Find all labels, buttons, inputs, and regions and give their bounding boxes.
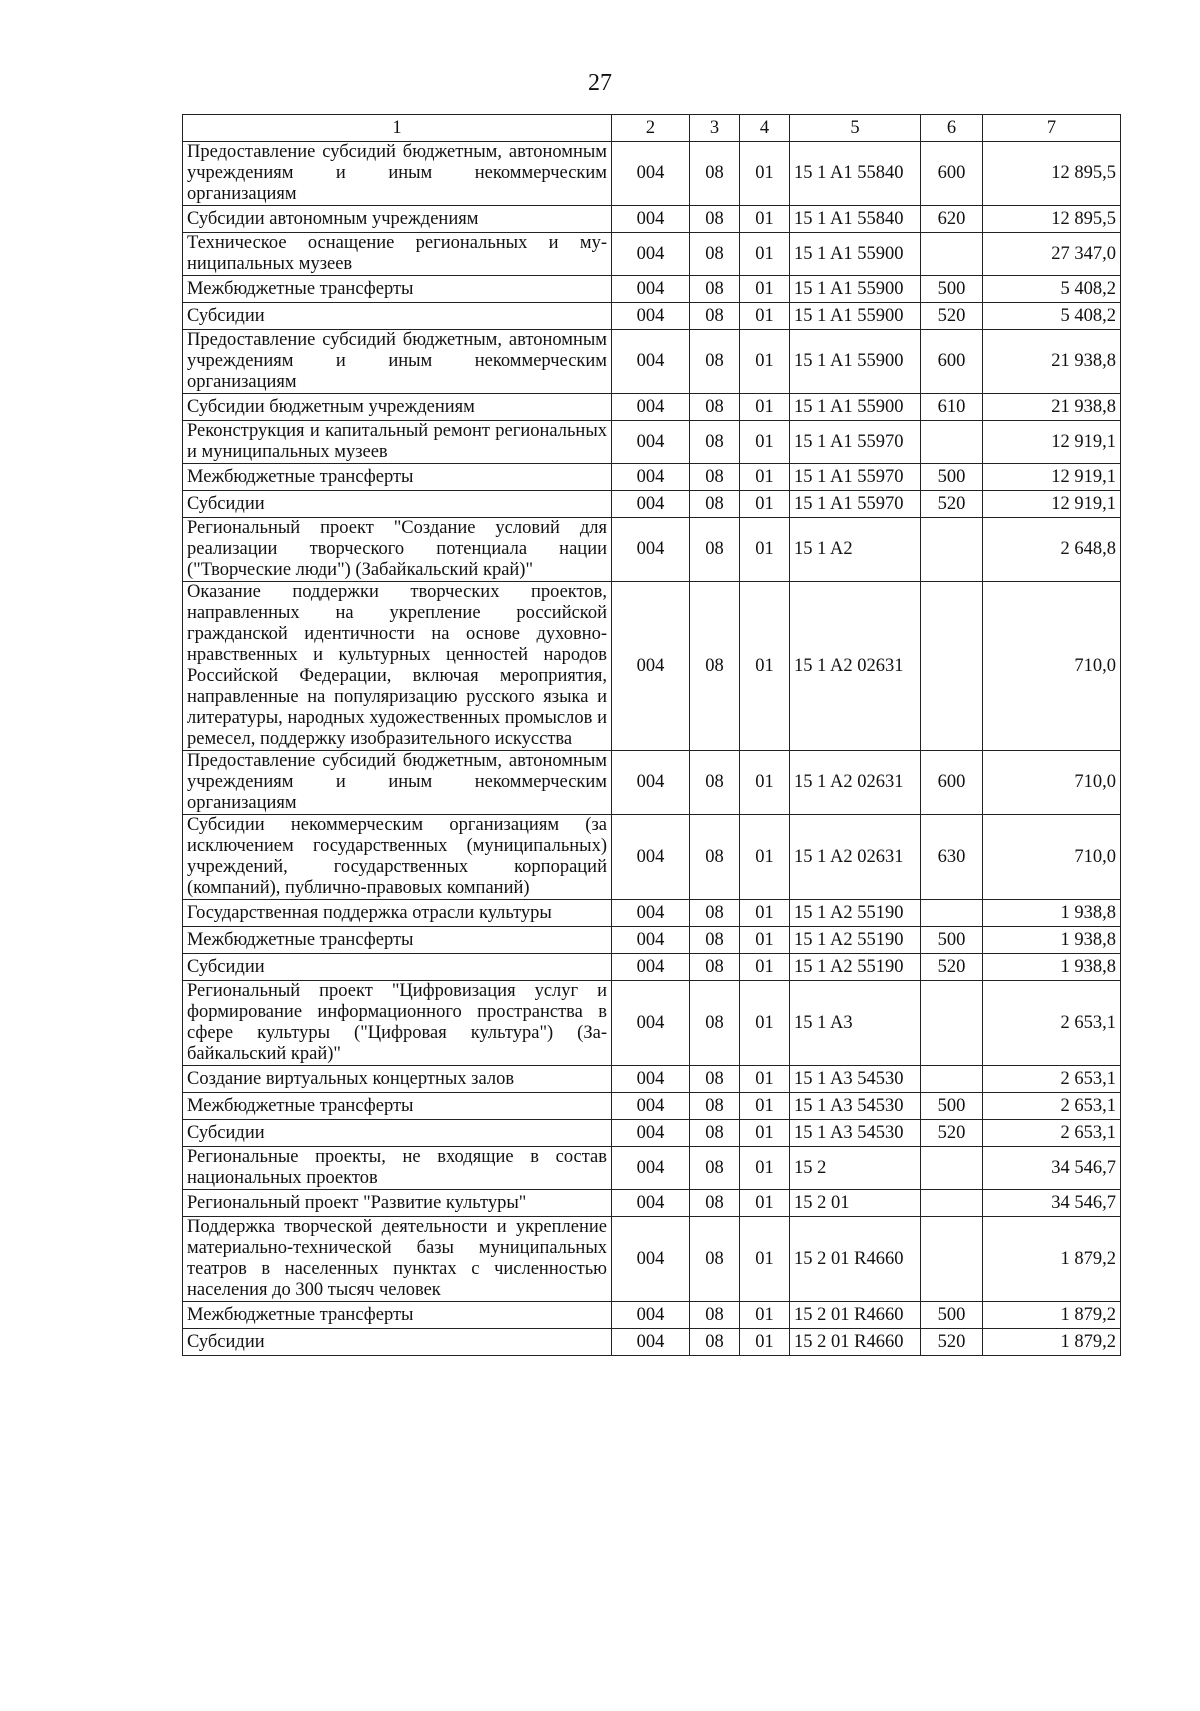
expense-type-cell: 520: [921, 303, 983, 330]
target-article-cell: 15 1 A3 54530: [790, 1120, 921, 1147]
row-name-cell: Межбюджетные трансферты: [183, 1093, 612, 1120]
table-row: [183, 1217, 1121, 1302]
amount-cell: 5 408,2: [983, 276, 1121, 303]
section-code-cell: 004: [612, 1217, 690, 1302]
row-name-cell: Реконструкция и капитальный ремонт региональных и муниципальных музеев: [183, 421, 612, 464]
section-code-cell: 004: [612, 815, 690, 900]
subsection-code-cell: 08: [690, 954, 740, 981]
subsection2-code-cell: 01: [740, 233, 790, 276]
expense-type-cell: [921, 582, 983, 751]
expense-type-cell: 600: [921, 330, 983, 394]
amount-cell: 12 919,1: [983, 464, 1121, 491]
row-name-cell: Субсидии: [183, 491, 612, 518]
target-article-cell: 15 1 A1 55970: [790, 491, 921, 518]
subsection-code-cell: 08: [690, 233, 740, 276]
row-name-cell: Предоставление субсидий бюджетным, автономным учреждениям и иным некоммерческим организациям: [183, 751, 612, 815]
expense-type-cell: [921, 1147, 983, 1190]
subsection2-code-cell: 01: [740, 1217, 790, 1302]
expense-type-cell: [921, 981, 983, 1066]
subsection2-code-cell: 01: [740, 981, 790, 1066]
table-row: [183, 927, 1121, 954]
amount-cell: 12 895,5: [983, 206, 1121, 233]
section-code-cell: 004: [612, 142, 690, 206]
amount-cell: 1 879,2: [983, 1217, 1121, 1302]
expense-type-cell: [921, 900, 983, 927]
target-article-cell: 15 1 A2 55190: [790, 954, 921, 981]
row-name-cell: Межбюджетные трансферты: [183, 464, 612, 491]
amount-cell: 2 653,1: [983, 1093, 1121, 1120]
target-article-cell: 15 2 01 R4660: [790, 1302, 921, 1329]
section-code-cell: 004: [612, 421, 690, 464]
target-article-cell: 15 1 A1 55900: [790, 394, 921, 421]
subsection2-code-cell: 01: [740, 518, 790, 582]
target-article-cell: 15 1 A1 55970: [790, 464, 921, 491]
subsection-code-cell: 08: [690, 518, 740, 582]
target-article-cell: 15 2 01: [790, 1190, 921, 1217]
section-code-cell: 004: [612, 582, 690, 751]
table-row: [183, 751, 1121, 815]
expense-type-cell: 630: [921, 815, 983, 900]
subsection-code-cell: 08: [690, 330, 740, 394]
table-row: [183, 491, 1121, 518]
row-name-cell: Поддержка творческой деятельности и укрепление материально-технической базы муниципальных театров в населенных пунктах с численностью населения до 300 тысяч человек: [183, 1217, 612, 1302]
target-article-cell: 15 2: [790, 1147, 921, 1190]
expense-type-cell: 600: [921, 142, 983, 206]
subsection-code-cell: 08: [690, 1302, 740, 1329]
row-name-cell: Межбюджетные трансферты: [183, 276, 612, 303]
target-article-cell: 15 1 A1 55900: [790, 330, 921, 394]
subsection-code-cell: 08: [690, 582, 740, 751]
subsection-code-cell: 08: [690, 276, 740, 303]
page-number: 27: [588, 70, 612, 96]
table-row: [183, 421, 1121, 464]
subsection2-code-cell: 01: [740, 276, 790, 303]
amount-cell: 710,0: [983, 751, 1121, 815]
row-name-cell: Межбюджетные трансферты: [183, 1302, 612, 1329]
section-code-cell: 004: [612, 1147, 690, 1190]
table-row: [183, 1093, 1121, 1120]
table-row: [183, 1302, 1121, 1329]
target-article-cell: 15 1 A2: [790, 518, 921, 582]
subsection2-code-cell: 01: [740, 330, 790, 394]
section-code-cell: 004: [612, 464, 690, 491]
target-article-cell: 15 1 A1 55900: [790, 303, 921, 330]
amount-cell: 1 879,2: [983, 1329, 1121, 1356]
subsection-code-cell: 08: [690, 815, 740, 900]
expense-type-cell: [921, 1190, 983, 1217]
row-name-cell: Создание виртуальных концертных залов: [183, 1066, 612, 1093]
subsection-code-cell: 08: [690, 900, 740, 927]
table-row: [183, 815, 1121, 900]
amount-cell: 2 653,1: [983, 1066, 1121, 1093]
amount-cell: 34 546,7: [983, 1190, 1121, 1217]
section-code-cell: 004: [612, 233, 690, 276]
section-code-cell: 004: [612, 954, 690, 981]
target-article-cell: 15 1 A2 02631: [790, 582, 921, 751]
subsection-code-cell: 08: [690, 464, 740, 491]
table-row: [183, 233, 1121, 276]
expense-type-cell: 500: [921, 1302, 983, 1329]
subsection-code-cell: 08: [690, 1217, 740, 1302]
row-name-cell: Субсидии: [183, 1329, 612, 1356]
amount-cell: 1 938,8: [983, 927, 1121, 954]
table-row: [183, 303, 1121, 330]
amount-cell: 5 408,2: [983, 303, 1121, 330]
subsection-code-cell: 08: [690, 303, 740, 330]
subsection2-code-cell: 01: [740, 582, 790, 751]
target-article-cell: 15 1 A3 54530: [790, 1093, 921, 1120]
expense-type-cell: 610: [921, 394, 983, 421]
row-name-cell: Субсидии: [183, 1120, 612, 1147]
target-article-cell: 15 1 A1 55900: [790, 276, 921, 303]
subsection-code-cell: 08: [690, 421, 740, 464]
table-row: [183, 1066, 1121, 1093]
subsection2-code-cell: 01: [740, 900, 790, 927]
section-code-cell: 004: [612, 276, 690, 303]
subsection2-code-cell: 01: [740, 1329, 790, 1356]
section-code-cell: 004: [612, 1190, 690, 1217]
expense-type-cell: [921, 518, 983, 582]
subsection2-code-cell: 01: [740, 491, 790, 518]
amount-cell: 2 648,8: [983, 518, 1121, 582]
target-article-cell: 15 1 A2 02631: [790, 815, 921, 900]
row-name-cell: Субсидии: [183, 303, 612, 330]
table-row: [183, 276, 1121, 303]
amount-cell: 21 938,8: [983, 394, 1121, 421]
table-row: [183, 1329, 1121, 1356]
subsection-code-cell: 08: [690, 1329, 740, 1356]
col-header-7: 7: [983, 115, 1121, 142]
col-header-3: 3: [690, 115, 740, 142]
table-row: [183, 464, 1121, 491]
subsection2-code-cell: 01: [740, 464, 790, 491]
target-article-cell: 15 1 A3: [790, 981, 921, 1066]
subsection-code-cell: 08: [690, 142, 740, 206]
target-article-cell: 15 1 A1 55840: [790, 206, 921, 233]
section-code-cell: 004: [612, 303, 690, 330]
expense-type-cell: 500: [921, 464, 983, 491]
section-code-cell: 004: [612, 751, 690, 815]
subsection2-code-cell: 01: [740, 927, 790, 954]
subsection-code-cell: 08: [690, 491, 740, 518]
section-code-cell: 004: [612, 330, 690, 394]
expense-type-cell: [921, 421, 983, 464]
col-header-6: 6: [921, 115, 983, 142]
expense-type-cell: 520: [921, 954, 983, 981]
target-article-cell: 15 2 01 R4660: [790, 1329, 921, 1356]
col-header-1: 1: [183, 115, 612, 142]
subsection-code-cell: 08: [690, 394, 740, 421]
expense-type-cell: 620: [921, 206, 983, 233]
section-code-cell: 004: [612, 1302, 690, 1329]
col-header-4: 4: [740, 115, 790, 142]
section-code-cell: 004: [612, 206, 690, 233]
subsection-code-cell: 08: [690, 1190, 740, 1217]
expense-type-cell: 500: [921, 1093, 983, 1120]
target-article-cell: 15 1 A2 02631: [790, 751, 921, 815]
subsection-code-cell: 08: [690, 1066, 740, 1093]
section-code-cell: 004: [612, 1329, 690, 1356]
subsection-code-cell: 08: [690, 927, 740, 954]
amount-cell: 21 938,8: [983, 330, 1121, 394]
amount-cell: 12 919,1: [983, 491, 1121, 518]
subsection-code-cell: 08: [690, 1120, 740, 1147]
amount-cell: 27 347,0: [983, 233, 1121, 276]
expense-type-cell: [921, 1066, 983, 1093]
table-row: [183, 582, 1121, 751]
table-row: [183, 518, 1121, 582]
amount-cell: 710,0: [983, 815, 1121, 900]
row-name-cell: Субсидии некоммерческим организациям (за исключением государственных (муниципальных) учреждений, государственных корпораций (компаний), публично-правовых компаний): [183, 815, 612, 900]
table-row: [183, 142, 1121, 206]
subsection2-code-cell: 01: [740, 954, 790, 981]
section-code-cell: 004: [612, 1120, 690, 1147]
amount-cell: 34 546,7: [983, 1147, 1121, 1190]
subsection2-code-cell: 01: [740, 1190, 790, 1217]
amount-cell: 1 938,8: [983, 954, 1121, 981]
table-row: [183, 206, 1121, 233]
expense-type-cell: [921, 233, 983, 276]
expense-type-cell: 500: [921, 927, 983, 954]
expense-type-cell: 600: [921, 751, 983, 815]
row-name-cell: Межбюджетные трансферты: [183, 927, 612, 954]
section-code-cell: 004: [612, 1066, 690, 1093]
row-name-cell: Предоставление субсидий бюджетным, автономным учреждениям и иным некоммерческим организациям: [183, 142, 612, 206]
expense-type-cell: [921, 1217, 983, 1302]
section-code-cell: 004: [612, 394, 690, 421]
target-article-cell: 15 1 A1 55900: [790, 233, 921, 276]
expense-type-cell: 520: [921, 491, 983, 518]
subsection2-code-cell: 01: [740, 142, 790, 206]
target-article-cell: 15 1 A2 55190: [790, 900, 921, 927]
subsection2-code-cell: 01: [740, 206, 790, 233]
subsection2-code-cell: 01: [740, 303, 790, 330]
subsection-code-cell: 08: [690, 751, 740, 815]
expense-type-cell: 500: [921, 276, 983, 303]
subsection2-code-cell: 01: [740, 751, 790, 815]
subsection-code-cell: 08: [690, 1147, 740, 1190]
subsection2-code-cell: 01: [740, 394, 790, 421]
amount-cell: 12 919,1: [983, 421, 1121, 464]
row-name-cell: Региональный проект "Создание условий для реализации творческого потенциала нации ("Творческие люди") (Забайкальский край)": [183, 518, 612, 582]
subsection2-code-cell: 01: [740, 1066, 790, 1093]
target-article-cell: 15 1 A1 55840: [790, 142, 921, 206]
table-row: [183, 330, 1121, 394]
row-name-cell: Государственная поддержка отрасли культуры: [183, 900, 612, 927]
target-article-cell: 15 1 A2 55190: [790, 927, 921, 954]
subsection-code-cell: 08: [690, 206, 740, 233]
subsection-code-cell: 08: [690, 981, 740, 1066]
subsection2-code-cell: 01: [740, 1120, 790, 1147]
row-name-cell: Оказание поддержки творческих проектов, направленных на укрепление российской гражданской идентичности на основе духовно-нравственных и культурных ценностей народов Российской Федерации, включая мероприятия, направленные на популяризацию русского языка и литературы, народных художественных промыслов и ремесел, поддержку изобразительного искусства: [183, 582, 612, 751]
section-code-cell: 004: [612, 518, 690, 582]
expense-type-cell: 520: [921, 1329, 983, 1356]
amount-cell: 12 895,5: [983, 142, 1121, 206]
table-row: [183, 1120, 1121, 1147]
amount-cell: 1 938,8: [983, 900, 1121, 927]
section-code-cell: 004: [612, 900, 690, 927]
subsection2-code-cell: 01: [740, 1147, 790, 1190]
table-row: [183, 394, 1121, 421]
section-code-cell: 004: [612, 491, 690, 518]
amount-cell: 2 653,1: [983, 981, 1121, 1066]
row-name-cell: Региональный проект "Развитие культуры": [183, 1190, 612, 1217]
row-name-cell: Субсидии автономным учреждениям: [183, 206, 612, 233]
subsection2-code-cell: 01: [740, 1093, 790, 1120]
table-row: [183, 900, 1121, 927]
table-row: [183, 981, 1121, 1066]
subsection-code-cell: 08: [690, 1093, 740, 1120]
col-header-2: 2: [612, 115, 690, 142]
table-row: [183, 1147, 1121, 1190]
section-code-cell: 004: [612, 1093, 690, 1120]
row-name-cell: Предоставление субсидий бюджетным, автономным учреждениям и иным некоммерческим организациям: [183, 330, 612, 394]
target-article-cell: 15 1 A1 55970: [790, 421, 921, 464]
section-code-cell: 004: [612, 981, 690, 1066]
amount-cell: 1 879,2: [983, 1302, 1121, 1329]
table-row: [183, 954, 1121, 981]
row-name-cell: Субсидии бюджетным учреждениям: [183, 394, 612, 421]
row-name-cell: Региональный проект "Цифровизация услуг и формирование информационного пространства в сфере культуры ("Цифровая культура") (Забайкальский край)": [183, 981, 612, 1066]
budget-table: [182, 114, 1121, 1356]
section-code-cell: 004: [612, 927, 690, 954]
header-row: [183, 115, 1121, 142]
row-name-cell: Субсидии: [183, 954, 612, 981]
target-article-cell: 15 2 01 R4660: [790, 1217, 921, 1302]
subsection2-code-cell: 01: [740, 815, 790, 900]
expense-type-cell: 520: [921, 1120, 983, 1147]
subsection2-code-cell: 01: [740, 421, 790, 464]
target-article-cell: 15 1 A3 54530: [790, 1066, 921, 1093]
row-name-cell: Региональные проекты, не входящие в состав национальных проектов: [183, 1147, 612, 1190]
table-row: [183, 1190, 1121, 1217]
subsection2-code-cell: 01: [740, 1302, 790, 1329]
row-name-cell: Техническое оснащение региональных и муниципальных музеев: [183, 233, 612, 276]
col-header-5: 5: [790, 115, 921, 142]
amount-cell: 710,0: [983, 582, 1121, 751]
amount-cell: 2 653,1: [983, 1120, 1121, 1147]
